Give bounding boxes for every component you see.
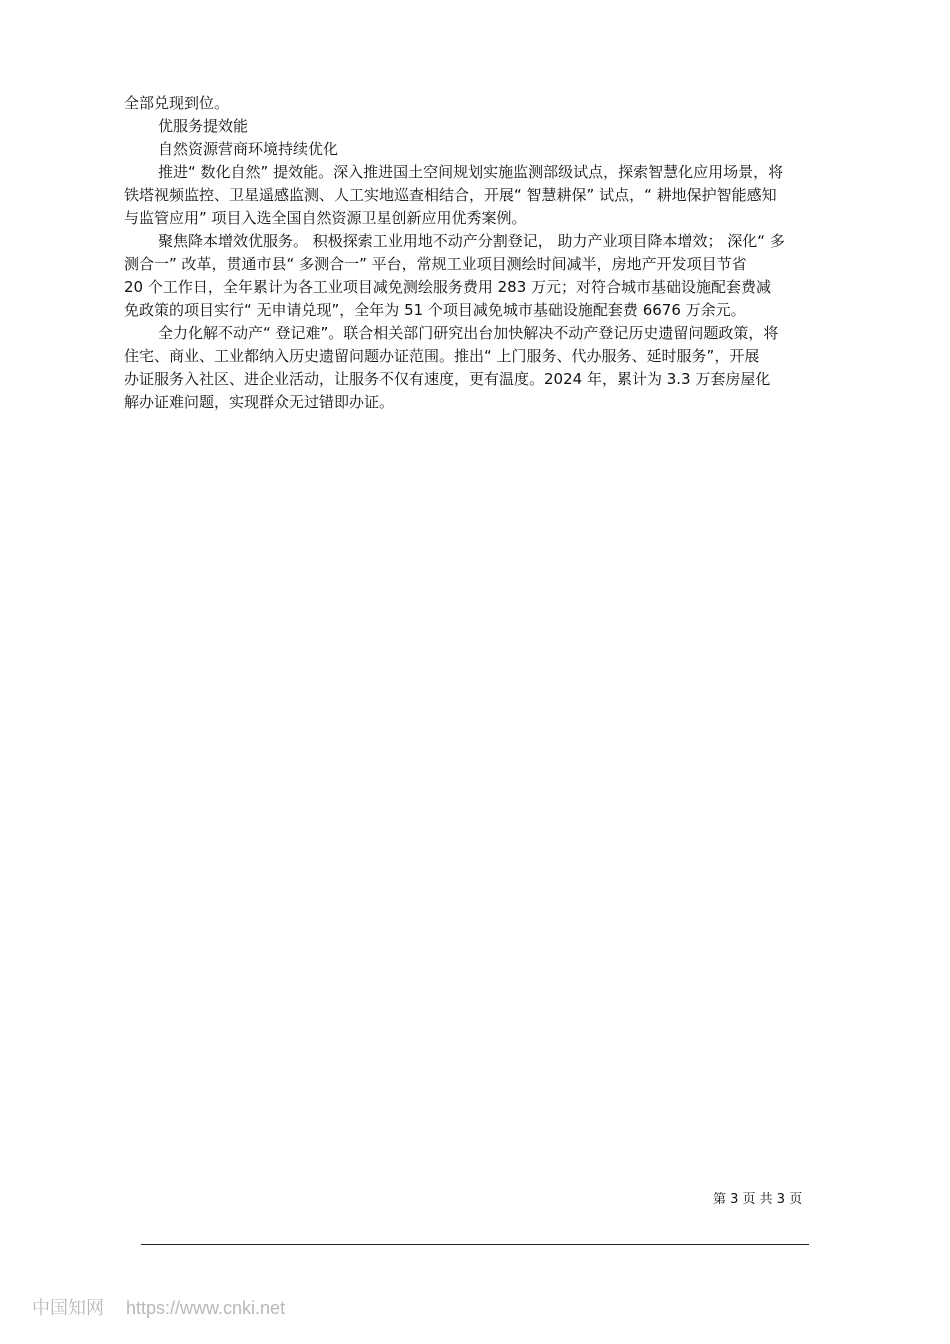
text-line: 办证服务入社区、进企业活动，让服务不仅有速度，更有温度。2024 年，累计为 3.3 万套房屋化 <box>124 370 771 388</box>
text-line: 全力化解不动产“ 登记难”。联合相关部门研究出台加快解决不动产登记历史遗留问题政策，将 <box>158 324 779 342</box>
watermark-brand: 中国知网 <box>32 1298 104 1319</box>
text-line: 聚焦降本增效优服务。 积极探索工业用地不动产分割登记， 助力产业项目降本增效； 深化“ 多 <box>158 232 785 250</box>
text-line: 免政策的项目实行“ 无申请兑现”，全年为 51 个项目减免城市基础设施配套费 6676 万余元。 <box>124 301 746 319</box>
watermark <box>32 1294 285 1320</box>
document-body <box>124 92 834 414</box>
text-line: 与监管应用” 项目入选全国自然资源卫星创新应用优秀案例。 <box>124 209 527 227</box>
text-line: 铁塔视频监控、卫星遥感监测、人工实地巡查相结合，开展“ 智慧耕保” 试点，“ 耕地保护智能感知 <box>124 186 777 204</box>
text-line: 解办证难问题，实现群众无过错即办证。 <box>124 393 395 411</box>
page-number: 第 3 页 共 3 页 <box>713 1192 803 1207</box>
text-line: 推进“ 数化自然” 提效能。深入推进国土空间规划实施监测部级试点，探索智慧化应用场景，将 <box>158 163 784 181</box>
text-line: 自然资源营商环境持续优化 <box>158 140 339 158</box>
text-line: 测合一” 改革，贯通市县“ 多测合一” 平台，常规工业项目测绘时间减半，房地产开发项目节省 <box>124 255 747 273</box>
text-line: 住宅、商业、工业都纳入历史遗留问题办证范围。推出“ 上门服务、代办服务、延时服务”，开展 <box>124 347 760 365</box>
text-line: 20 个工作日，全年累计为各工业项目减免测绘服务费用 283 万元；对符合城市基础设施配套费减 <box>124 278 772 296</box>
footer-divider <box>141 1244 809 1245</box>
watermark-url: https://www.cnki.net <box>126 1298 286 1318</box>
text-line: 全部兑现到位。 <box>124 94 230 112</box>
text-line: 优服务提效能 <box>158 117 249 135</box>
